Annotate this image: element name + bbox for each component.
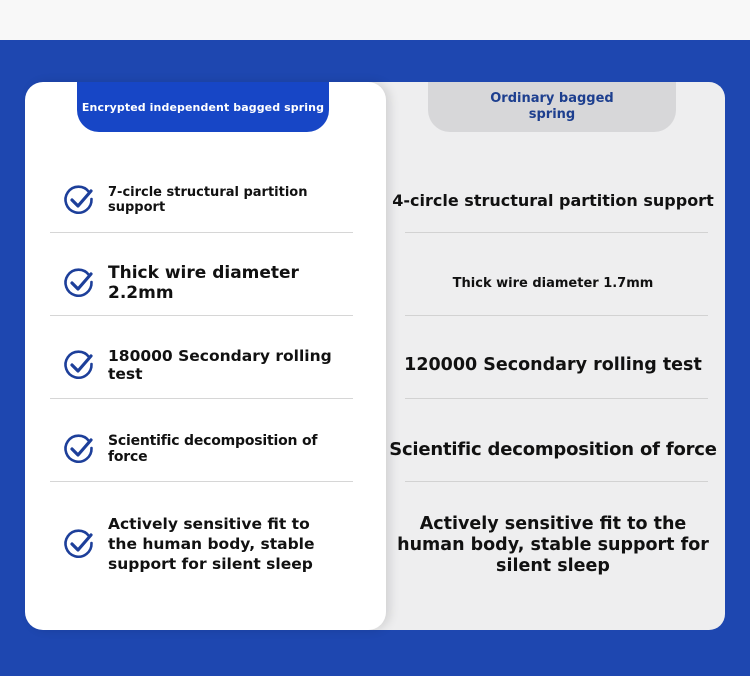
right-item-2-text: Thick wire diameter 1.7mm [452, 275, 654, 291]
right-item-5 [388, 510, 718, 580]
left-item-1-text: 7-circle structural partition support [108, 185, 308, 215]
check-circle-icon [62, 266, 96, 300]
right-divider-1 [405, 232, 708, 233]
right-item-4 [388, 429, 718, 469]
check-circle-icon [62, 527, 96, 561]
ordinary-spring-header [428, 82, 676, 132]
right-item-4-text: Scientific decomposition of force [389, 438, 717, 460]
left-divider-2 [50, 315, 353, 316]
left-item-4-text: Scientific decomposition of force [108, 433, 318, 465]
check-circle-icon [62, 348, 96, 382]
left-item-4 [52, 429, 352, 469]
left-item-5-text: Actively sensitive fit to the human body, stable support for silent sleep [108, 515, 315, 573]
encrypted-spring-header [77, 82, 329, 132]
right-item-5-text: Actively sensitive fit to the human body, stable support for silent sleep [397, 513, 709, 576]
left-divider-3 [50, 398, 353, 399]
right-divider-2 [405, 315, 708, 316]
right-divider-3 [405, 398, 708, 399]
right-item-3 [388, 345, 718, 385]
left-divider-1 [50, 232, 353, 233]
right-item-1-text: 4-circle structural partition support [392, 190, 714, 210]
left-item-2 [52, 263, 352, 303]
right-item-3-text: 120000 Secondary rolling test [404, 355, 702, 375]
ordinary-spring-header-label: Ordinary bagged spring [490, 91, 614, 122]
left-item-2-text: Thick wire diameter 2.2mm [108, 263, 299, 303]
check-circle-icon [62, 183, 96, 217]
left-item-1 [52, 180, 352, 220]
right-divider-4 [405, 481, 708, 482]
right-item-2 [388, 263, 718, 303]
left-item-5 [52, 514, 352, 574]
left-item-3 [52, 345, 352, 385]
left-divider-4 [50, 481, 353, 482]
encrypted-spring-header-label: Encrypted independent bagged spring [81, 100, 325, 114]
left-item-3-text: 180000 Secondary rolling test [108, 347, 332, 383]
check-circle-icon [62, 432, 96, 466]
right-item-1 [388, 180, 718, 220]
